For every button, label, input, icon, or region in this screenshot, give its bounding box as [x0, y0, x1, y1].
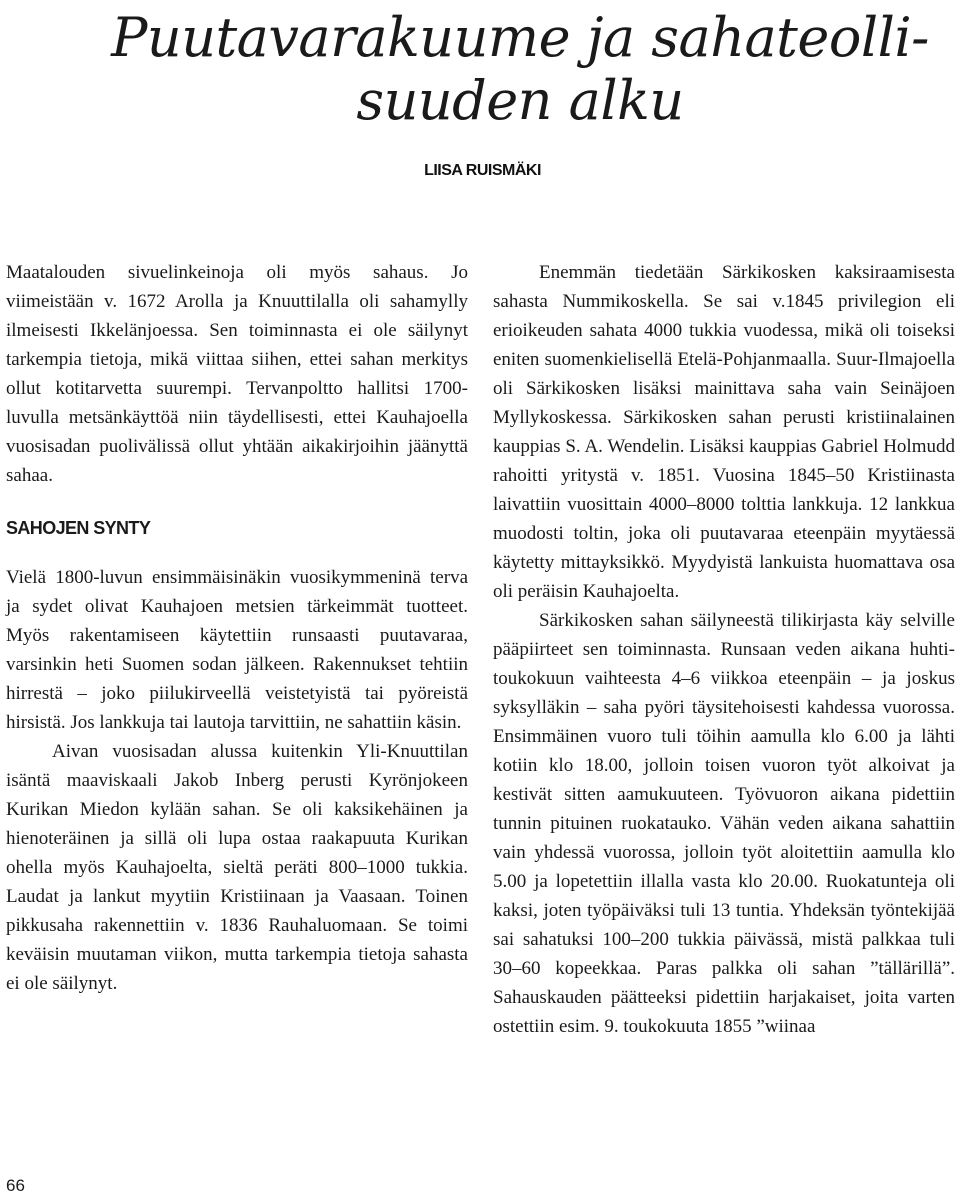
author-byline: LIISA RUISMÄKI — [424, 162, 541, 179]
paragraph: Aivan vuosisadan alussa kuitenkin Yli-Knuuttilan isäntä maaviskaali Jakob Inberg perusti Kyrönjokeen Kurikan Miedon kylään sahan. Se oli kaksikehäinen ja hienoteräinen ja sillä oli lupa ostaa raakapuuta Kurikan ohella myös Kauhajoelta, sieltä peräti 800–1000 tukkia. Laudat ja lankut myytiin Kristiinaan ja Vaasaan. Toinen pikkusaha rakennettiin v. 1836 Rauhaluomaan. Se toimi keväisin muutaman viikon, mutta tarkempia tietoja sahasta ei ole säilynyt. — [6, 741, 468, 994]
section-heading: SAHOJEN SYNTY — [6, 518, 151, 538]
paragraph: Enemmän tiedetään Särkikosken kaksiraamisesta sahasta Nummikoskella. Se sai v.1845 privilegion eli erioikeuden sahata 4000 tukkia vuodessa, mikä oli toiseksi eniten suomenkielisellä Etelä-Pohjanmaalla. Suur-Ilmajoella oli Särkikosken lisäksi mainittava saha vain Seinäjoen Myllykoskessa. Särkikosken sahan perusti kristiinalainen kauppias S. A. Wendelin. Lisäksi kauppias Gabriel Holmudd rahoitti yritystä v. 1851. Vuosina 1845–50 Kristiinasta laivattiin vuosittain 4000–8000 tolttia lankkuja. 12 lankkua muodosti toltin, joka oli puutavaraa eteenpäin myytäessä käytetty mittayksikkö. Myydyistä lankuista huomattava osa oli peräisin Kauhajoelta. — [493, 262, 955, 602]
right-column — [493, 258, 955, 1041]
article-title-line-2: suuden alku — [356, 69, 684, 132]
article-title-line-1: Puutavarakuume ja sahateolli- — [111, 6, 929, 69]
paragraph: Vielä 1800-luvun ensimmäisinäkin vuosikymmeninä terva ja sydet olivat Kauhajoen metsien tärkeimmät tuotteet. Myös rakentamiseen käytettiin runsaasti puutavaraa, varsinkin heti Suomen sodan jälkeen. Rakennukset tehtiin hirrestä – joko piilukirveellä veistetyistä tai pyöreistä hirsistä. Jos lankkuja tai lautoja tarvittiin, ne sahattiin käsin. — [6, 567, 468, 733]
paragraph: Maatalouden sivuelinkeinoja oli myös sahaus. Jo viimeistään v. 1672 Arolla ja Knuuttilalla oli sahamylly ilmeisesti Ikkelänjoessa. Sen toiminnasta ei ole säilynyt tarkempia tietoja, mikä viittaa siihen, ettei sahan merkitys ollut kotitarvetta suurempi. Tervanpoltto hallitsi 1700-luvulla metsänkäyttöä niin täydellisesti, ettei Kauhajoella vuosisadan puolivälissä ollut yhtään aikakirjoihin jäänyttä sahaa. — [6, 262, 468, 486]
page-number: 66 — [6, 1176, 25, 1195]
left-column — [6, 258, 468, 998]
article-title — [100, 6, 940, 132]
paragraph: Särkikosken sahan säilyneestä tilikirjasta käy selville pääpiirteet sen toiminnasta. Runsaan veden aikana huhti-toukokuun vaihteesta 4–6 viikkoa eteenpäin – ja joskus syksylläkin – saha pyöri täysitehoisesti kahdessa vuorossa. Ensimmäinen vuoro tuli töihin aamulla klo 6.00 ja lähti kotiin klo 18.00, jolloin toisen vuoron työt alkoivat ja kestivät sitten aamukuuteen. Työvuoron aikana pidettiin tunnin pituinen ruokatauko. Vähän veden aikana sahattiin vain yhdessä vuorossa, jolloin työt aloitettiin aamulla klo 5.00 ja lopetettiin illalla vasta klo 20.00. Ruokatunteja oli kaksi, joten työpäiväksi tuli 13 tuntia. Yhdeksän työntekijää sai sahatuksi 100–200 tukkia päivässä, mistä palkkaa tuli 30–60 kopeekkaa. Paras palkka oli sahan ”tällärillä”. Sahauskauden päätteeksi pidettiin harjakaiset, joita varten ostettiin esim. 9. toukokuuta 1855 ”wiinaa — [493, 610, 955, 1037]
